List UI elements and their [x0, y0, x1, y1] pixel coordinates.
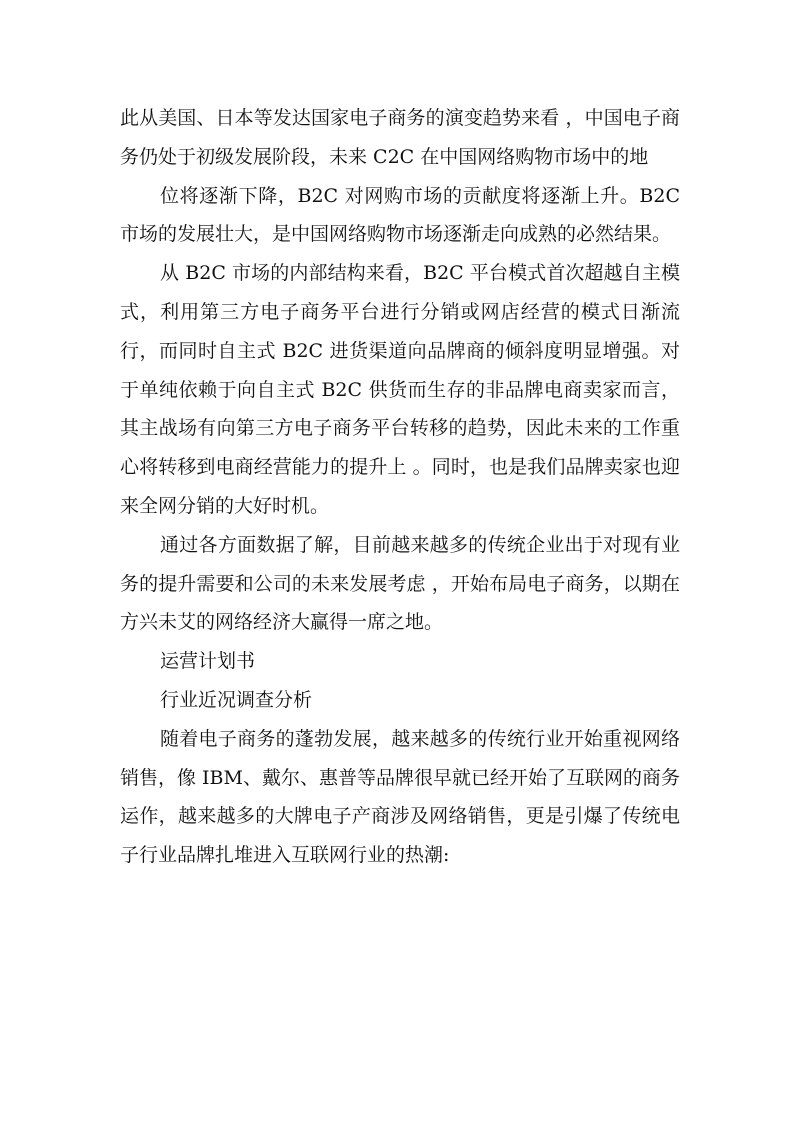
heading-operation-plan: 运营计划书: [160, 650, 256, 673]
paragraph-b2c-rise: 位将逐渐下降，B2C 对网购市场的贡献度将逐渐上升。B2C 市场的发展壮大，是中国网络购物市场逐渐走向成熟的必然结果。: [120, 184, 680, 246]
paragraph-b2c-structure: 从 B2C 市场的内部结构来看，B2C 平台模式首次超越自主模式，利用第三方电子商务平台进行分销或网店经营的模式日渐流行，而同时自主式 B2C 进货渠道向品牌商的倾斜度明显增强。对于单纯依赖于向自主式 B2C 供货而生存的非品牌电商卖家而言，其主战场有向第三方电子商务平台转移的趋势，因此未来的工作重心将转移到电商经营能力的提升上 。同时，也是我们品牌卖家也迎来全网分销的大好时机。: [120, 262, 680, 517]
paragraph-traditional-enterprises: 通过各方面数据了解，目前越来越多的传统企业出于对现有业务的提升需要和公司的未来发展考虑 ，开始布局电子商务，以期在方兴未艾的网络经济大赢得一席之地。: [120, 533, 680, 634]
paragraph-continuation: 此从美国、日本等发达国家电子商务的演变趋势来看 ，中国电子商务仍处于初级发展阶段，未来 C2C 在中国网络购物市场中的地: [120, 107, 680, 168]
document-body: [120, 99, 680, 875]
heading-industry-analysis: 行业近况调查分析: [160, 688, 313, 711]
paragraph-industry-trend: 随着电子商务的蓬勃发展，越来越多的传统行业开始重视网络销售，像 IBM、戴尔、惠普等品牌很早就已经开始了互联网的商务运作，越来越多的大牌电子产商涉及网络销售，更是引爆了传统电子行业品牌扎堆进入互联网行业的热潮:: [120, 727, 680, 867]
